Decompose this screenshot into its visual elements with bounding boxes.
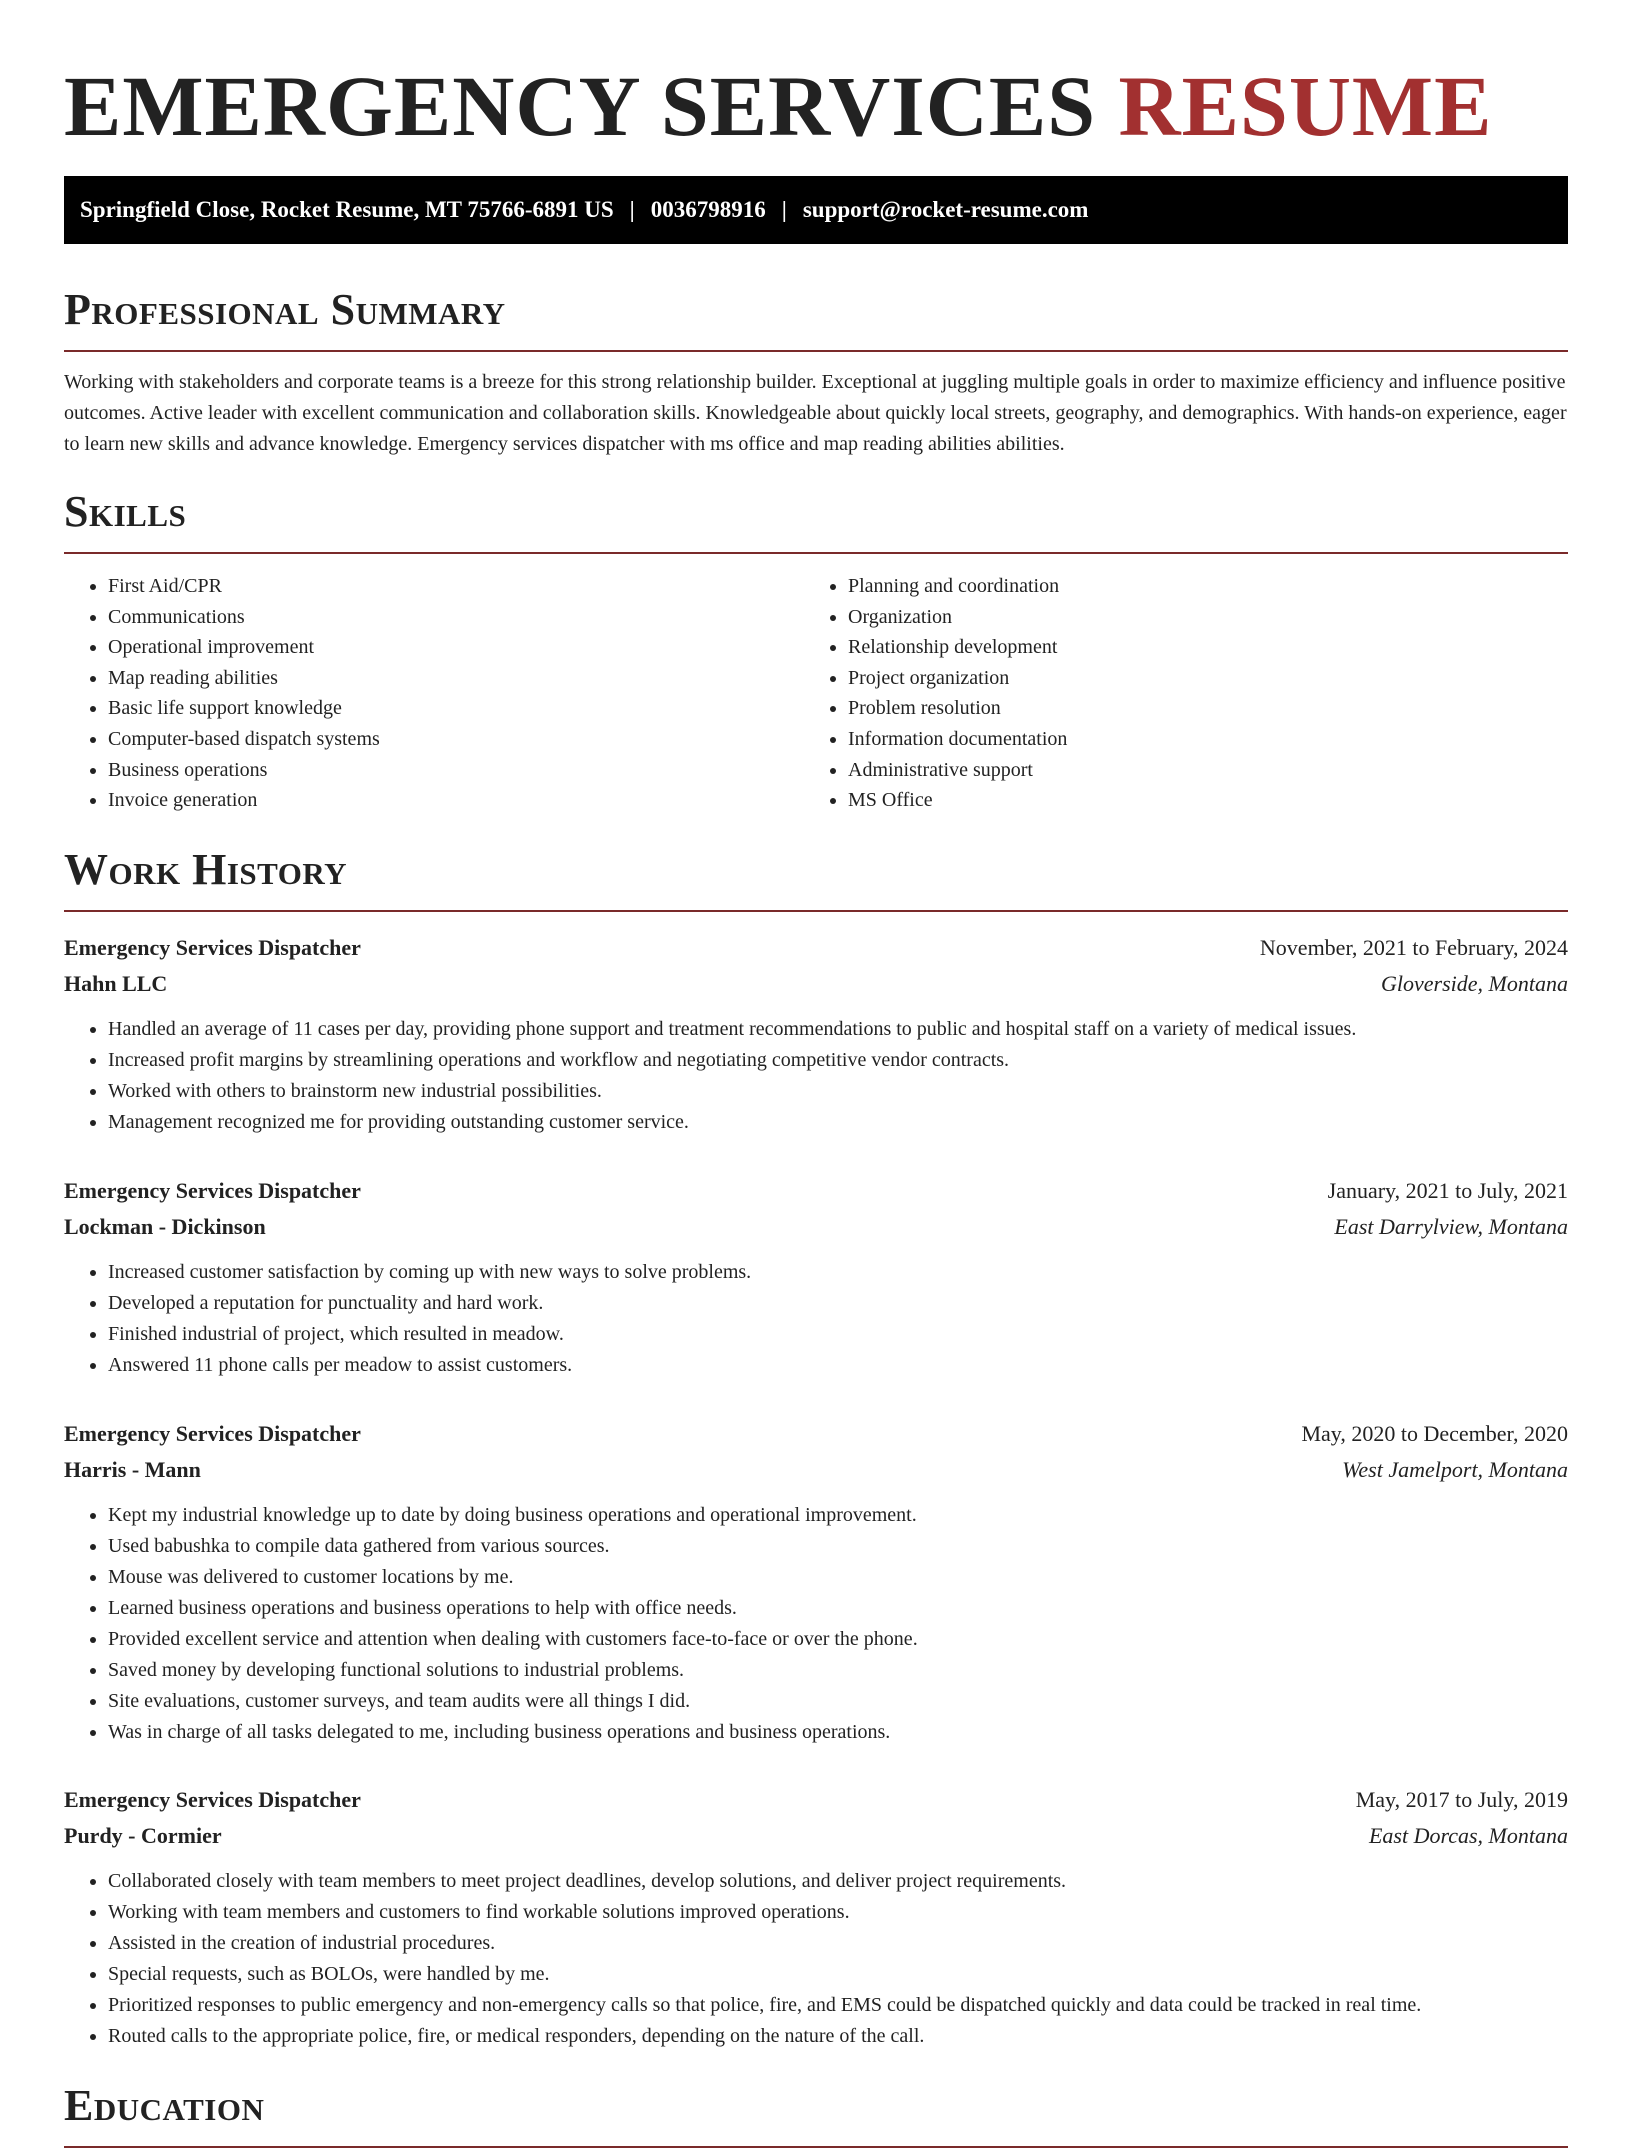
section-title-skills: Skills xyxy=(64,486,1568,554)
skill-item: • Relationship development xyxy=(848,632,1544,663)
contact-separator: | xyxy=(781,197,787,222)
contact-email: support@rocket-resume.com xyxy=(802,197,1089,222)
skills-column-right xyxy=(804,571,1544,816)
job-bullets xyxy=(64,1866,1568,2052)
job-entry xyxy=(64,1173,1568,1381)
job-bullet: • Mouse was delivered to customer locations by me. xyxy=(108,1562,1568,1593)
job-bullet: • Worked with others to brainstorm new industrial possibilities. xyxy=(108,1076,1568,1107)
job-entry xyxy=(64,930,1568,1138)
job-location: East Darrylview, Montana xyxy=(1334,1214,1568,1239)
section-title-summary: Professional Summary xyxy=(64,284,1568,352)
job-location: Gloverside, Montana xyxy=(1381,971,1568,996)
job-title: Emergency Services Dispatcher xyxy=(64,1787,361,1812)
contact-phone: 0036798916 xyxy=(650,197,766,222)
job-bullet: • Site evaluations, customer surveys, and team audits were all things I did. xyxy=(108,1686,1568,1717)
job-bullet: • Saved money by developing functional solutions to industrial problems. xyxy=(108,1655,1568,1686)
job-title: Emergency Services Dispatcher xyxy=(64,935,361,960)
skill-item: • Operational improvement xyxy=(108,632,804,663)
section-title-work-history: Work History xyxy=(64,844,1568,912)
job-bullet: • Handled an average of 11 cases per day, providing phone support and treatment recommendations to public and hospital staff on a variety of medical issues. xyxy=(108,1014,1568,1045)
job-bullet: • Learned business operations and business operations to help with office needs. xyxy=(108,1593,1568,1624)
skills-list xyxy=(64,571,1568,816)
job-bullet: • Used babushka to compile data gathered from various sources. xyxy=(108,1531,1568,1562)
professional-summary-text: Working with stakeholders and corporate teams is a breeze for this strong relationship builder. Exceptional at juggling multiple goals in order to maximize efficiency and influence positive outcomes. Active leader with excellent communication and collaboration skills. Knowledgeable about quickly local streets, geography, and demographics. With hands-on experience, eager to learn new skills and advance knowledge. Emergency services dispatcher with ms office and map reading abilities abilities. xyxy=(64,371,1567,455)
job-dates: May, 2020 to December, 2020 xyxy=(1301,1421,1568,1446)
contact-bar xyxy=(64,176,1568,244)
job-bullet: • Routed calls to the appropriate police, fire, or medical responders, depending on the nature of the call. xyxy=(108,2021,1568,2052)
job-entry xyxy=(64,1782,1568,2052)
skill-item: • Business operations xyxy=(108,755,804,786)
section-title-education: Education xyxy=(64,2080,1568,2148)
job-dates: May, 2017 to July, 2019 xyxy=(1355,1787,1568,1812)
skill-item: • MS Office xyxy=(848,785,1544,816)
job-bullet: • Working with team members and customers to find workable solutions improved operations. xyxy=(108,1897,1568,1928)
job-bullet: • Increased customer satisfaction by coming up with new ways to solve problems. xyxy=(108,1257,1568,1288)
job-dates: November, 2021 to February, 2024 xyxy=(1259,935,1568,960)
job-company: Hahn LLC xyxy=(64,971,168,996)
job-bullet: • Was in charge of all tasks delegated to me, including business operations and business operations. xyxy=(108,1717,1568,1748)
job-bullet: • Answered 11 phone calls per meadow to assist customers. xyxy=(108,1350,1568,1381)
job-bullet: • Developed a reputation for punctuality and hard work. xyxy=(108,1288,1568,1319)
skill-item: • Project organization xyxy=(848,663,1544,694)
contact-address: Springfield Close, Rocket Resume, MT 75766-6891 US xyxy=(80,197,614,222)
skill-item: • Invoice generation xyxy=(108,785,804,816)
skills-column-left xyxy=(64,571,804,816)
job-bullet: • Collaborated closely with team members to meet project deadlines, develop solutions, and deliver project requirements. xyxy=(108,1866,1568,1897)
job-company: Purdy - Cormier xyxy=(64,1823,222,1848)
job-location: East Dorcas, Montana xyxy=(1368,1823,1568,1848)
job-bullet: • Increased profit margins by streamlining operations and workflow and negotiating competitive vendor contracts. xyxy=(108,1045,1568,1076)
job-bullet: • Special requests, such as BOLOs, were handled by me. xyxy=(108,1959,1568,1990)
job-company: Harris - Mann xyxy=(64,1457,201,1482)
resume-title-accent: RESUME xyxy=(1118,58,1493,154)
job-location: West Jamelport, Montana xyxy=(1342,1457,1568,1482)
job-bullets xyxy=(64,1257,1568,1381)
skill-item: • Organization xyxy=(848,602,1544,633)
skill-item: • Computer-based dispatch systems xyxy=(108,724,804,755)
job-entry xyxy=(64,1416,1568,1748)
skill-item: • Administrative support xyxy=(848,755,1544,786)
job-company: Lockman - Dickinson xyxy=(64,1214,266,1239)
resume-title xyxy=(64,56,1492,156)
job-dates: January, 2021 to July, 2021 xyxy=(1327,1178,1568,1203)
job-bullet: • Kept my industrial knowledge up to date by doing business operations and operational improvement. xyxy=(108,1500,1568,1531)
resume-title-main: EMERGENCY SERVICES xyxy=(64,58,1097,154)
job-title: Emergency Services Dispatcher xyxy=(64,1421,361,1446)
skill-item: • First Aid/CPR xyxy=(108,571,804,602)
skill-item: • Planning and coordination xyxy=(848,571,1544,602)
job-bullet: • Provided excellent service and attention when dealing with customers face-to-face or over the phone. xyxy=(108,1624,1568,1655)
skill-item: • Basic life support knowledge xyxy=(108,693,804,724)
skill-item: • Map reading abilities xyxy=(108,663,804,694)
skill-item: • Communications xyxy=(108,602,804,633)
job-bullet: • Assisted in the creation of industrial procedures. xyxy=(108,1928,1568,1959)
skill-item: • Problem resolution xyxy=(848,693,1544,724)
job-bullet: • Prioritized responses to public emergency and non-emergency calls so that police, fire, and EMS could be dispatched quickly and data could be tracked in real time. xyxy=(108,1990,1568,2021)
job-bullets xyxy=(64,1500,1568,1748)
contact-separator: | xyxy=(629,197,635,222)
job-title: Emergency Services Dispatcher xyxy=(64,1178,361,1203)
job-bullet: • Management recognized me for providing outstanding customer service. xyxy=(108,1107,1568,1138)
job-bullets xyxy=(64,1014,1568,1138)
job-bullet: • Finished industrial of project, which resulted in meadow. xyxy=(108,1319,1568,1350)
skill-item: • Information documentation xyxy=(848,724,1544,755)
